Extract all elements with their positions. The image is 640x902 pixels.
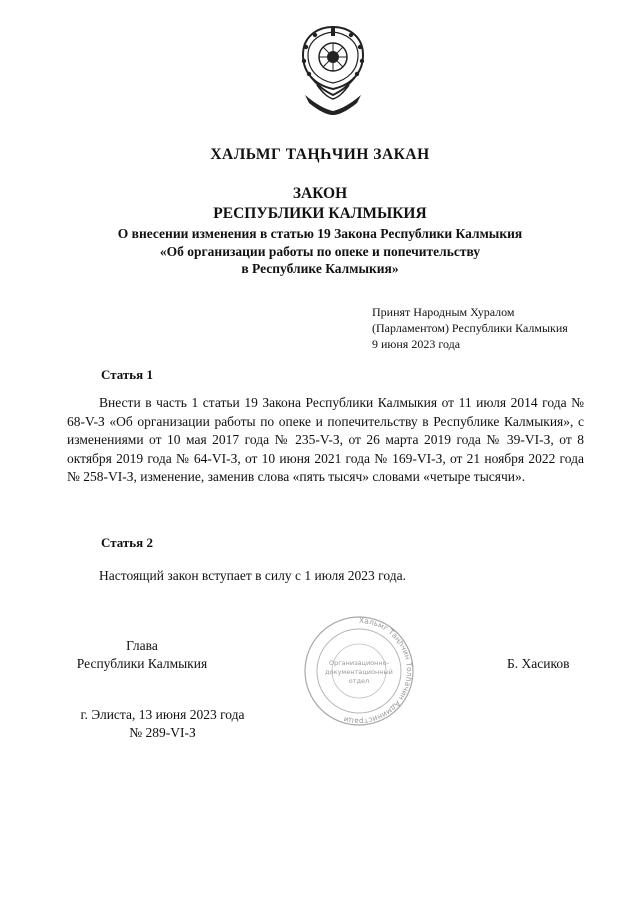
law-subject: [0, 225, 640, 278]
stamp-center-line: отдел: [348, 677, 370, 685]
law-number: № 289-VI-З: [129, 725, 196, 740]
signatory-position: [67, 637, 217, 673]
subject-line: «Об организации работы по опеке и попечительству: [159, 243, 481, 259]
adoption-note: [372, 304, 568, 352]
kalmykia-emblem-icon: [295, 25, 371, 117]
doc-type: ЗАКОН: [292, 185, 348, 202]
article-2-title: Статья 2: [101, 535, 153, 550]
subject-line: О внесении изменения в статью 19 Закона Республики Калмыкия: [117, 226, 523, 241]
article-1-title: Статья 1: [101, 367, 153, 382]
stamp-ring-text: Хальмг Таңһчин Толһачин Администраци: [342, 615, 414, 727]
adoption-line: (Парламентом) Республики Калмыкия: [372, 321, 568, 335]
stamp-center-line: документационный: [325, 668, 393, 676]
subject-line: в Республике Калмыкия»: [241, 261, 399, 276]
republic-name: РЕСПУБЛИКИ КАЛМЫКИЯ: [213, 205, 427, 222]
adoption-line: 9 июня 2023 года: [372, 337, 461, 351]
article-2-text: Настоящий закон вступает в силу с 1 июля 2023 года.: [99, 568, 406, 583]
kalmyk-law-title: ХАЛЬМГ ТАҢҺЧИН ЗАКАН: [210, 146, 430, 163]
law-header: [0, 184, 640, 224]
stamp-center-line: Организационно-: [328, 659, 390, 667]
article-1-text: Внести в часть 1 статьи 19 Закона Республики Калмыкия от 11 июля 2014 года № 68-V-З «Об организации работы по опеке и попечительству в Республике Калмыкия», с изменениями от 10 мая 2017 года № 235-V-З, от 26 марта 2019 года № 39-VI-З, от 8 октября 2019 года № 64-VI-З, от 10 июня 2021 года № 169-VI-З, от 21 ноября 2022 года № 258-VI-З, изменение, заменив слова «пять тысяч» словами «четыре тысячи».: [67, 395, 584, 484]
place-date: г. Элиста, 13 июня 2023 года: [80, 707, 245, 722]
adoption-line: Принят Народным Хуралом: [372, 305, 515, 319]
signatory-name: Б. Хасиков: [507, 656, 570, 671]
position-line: Республики Калмыкия: [76, 656, 208, 671]
administration-stamp: [300, 615, 418, 727]
position-line: Глава: [126, 638, 158, 653]
place-and-date: [65, 706, 260, 742]
